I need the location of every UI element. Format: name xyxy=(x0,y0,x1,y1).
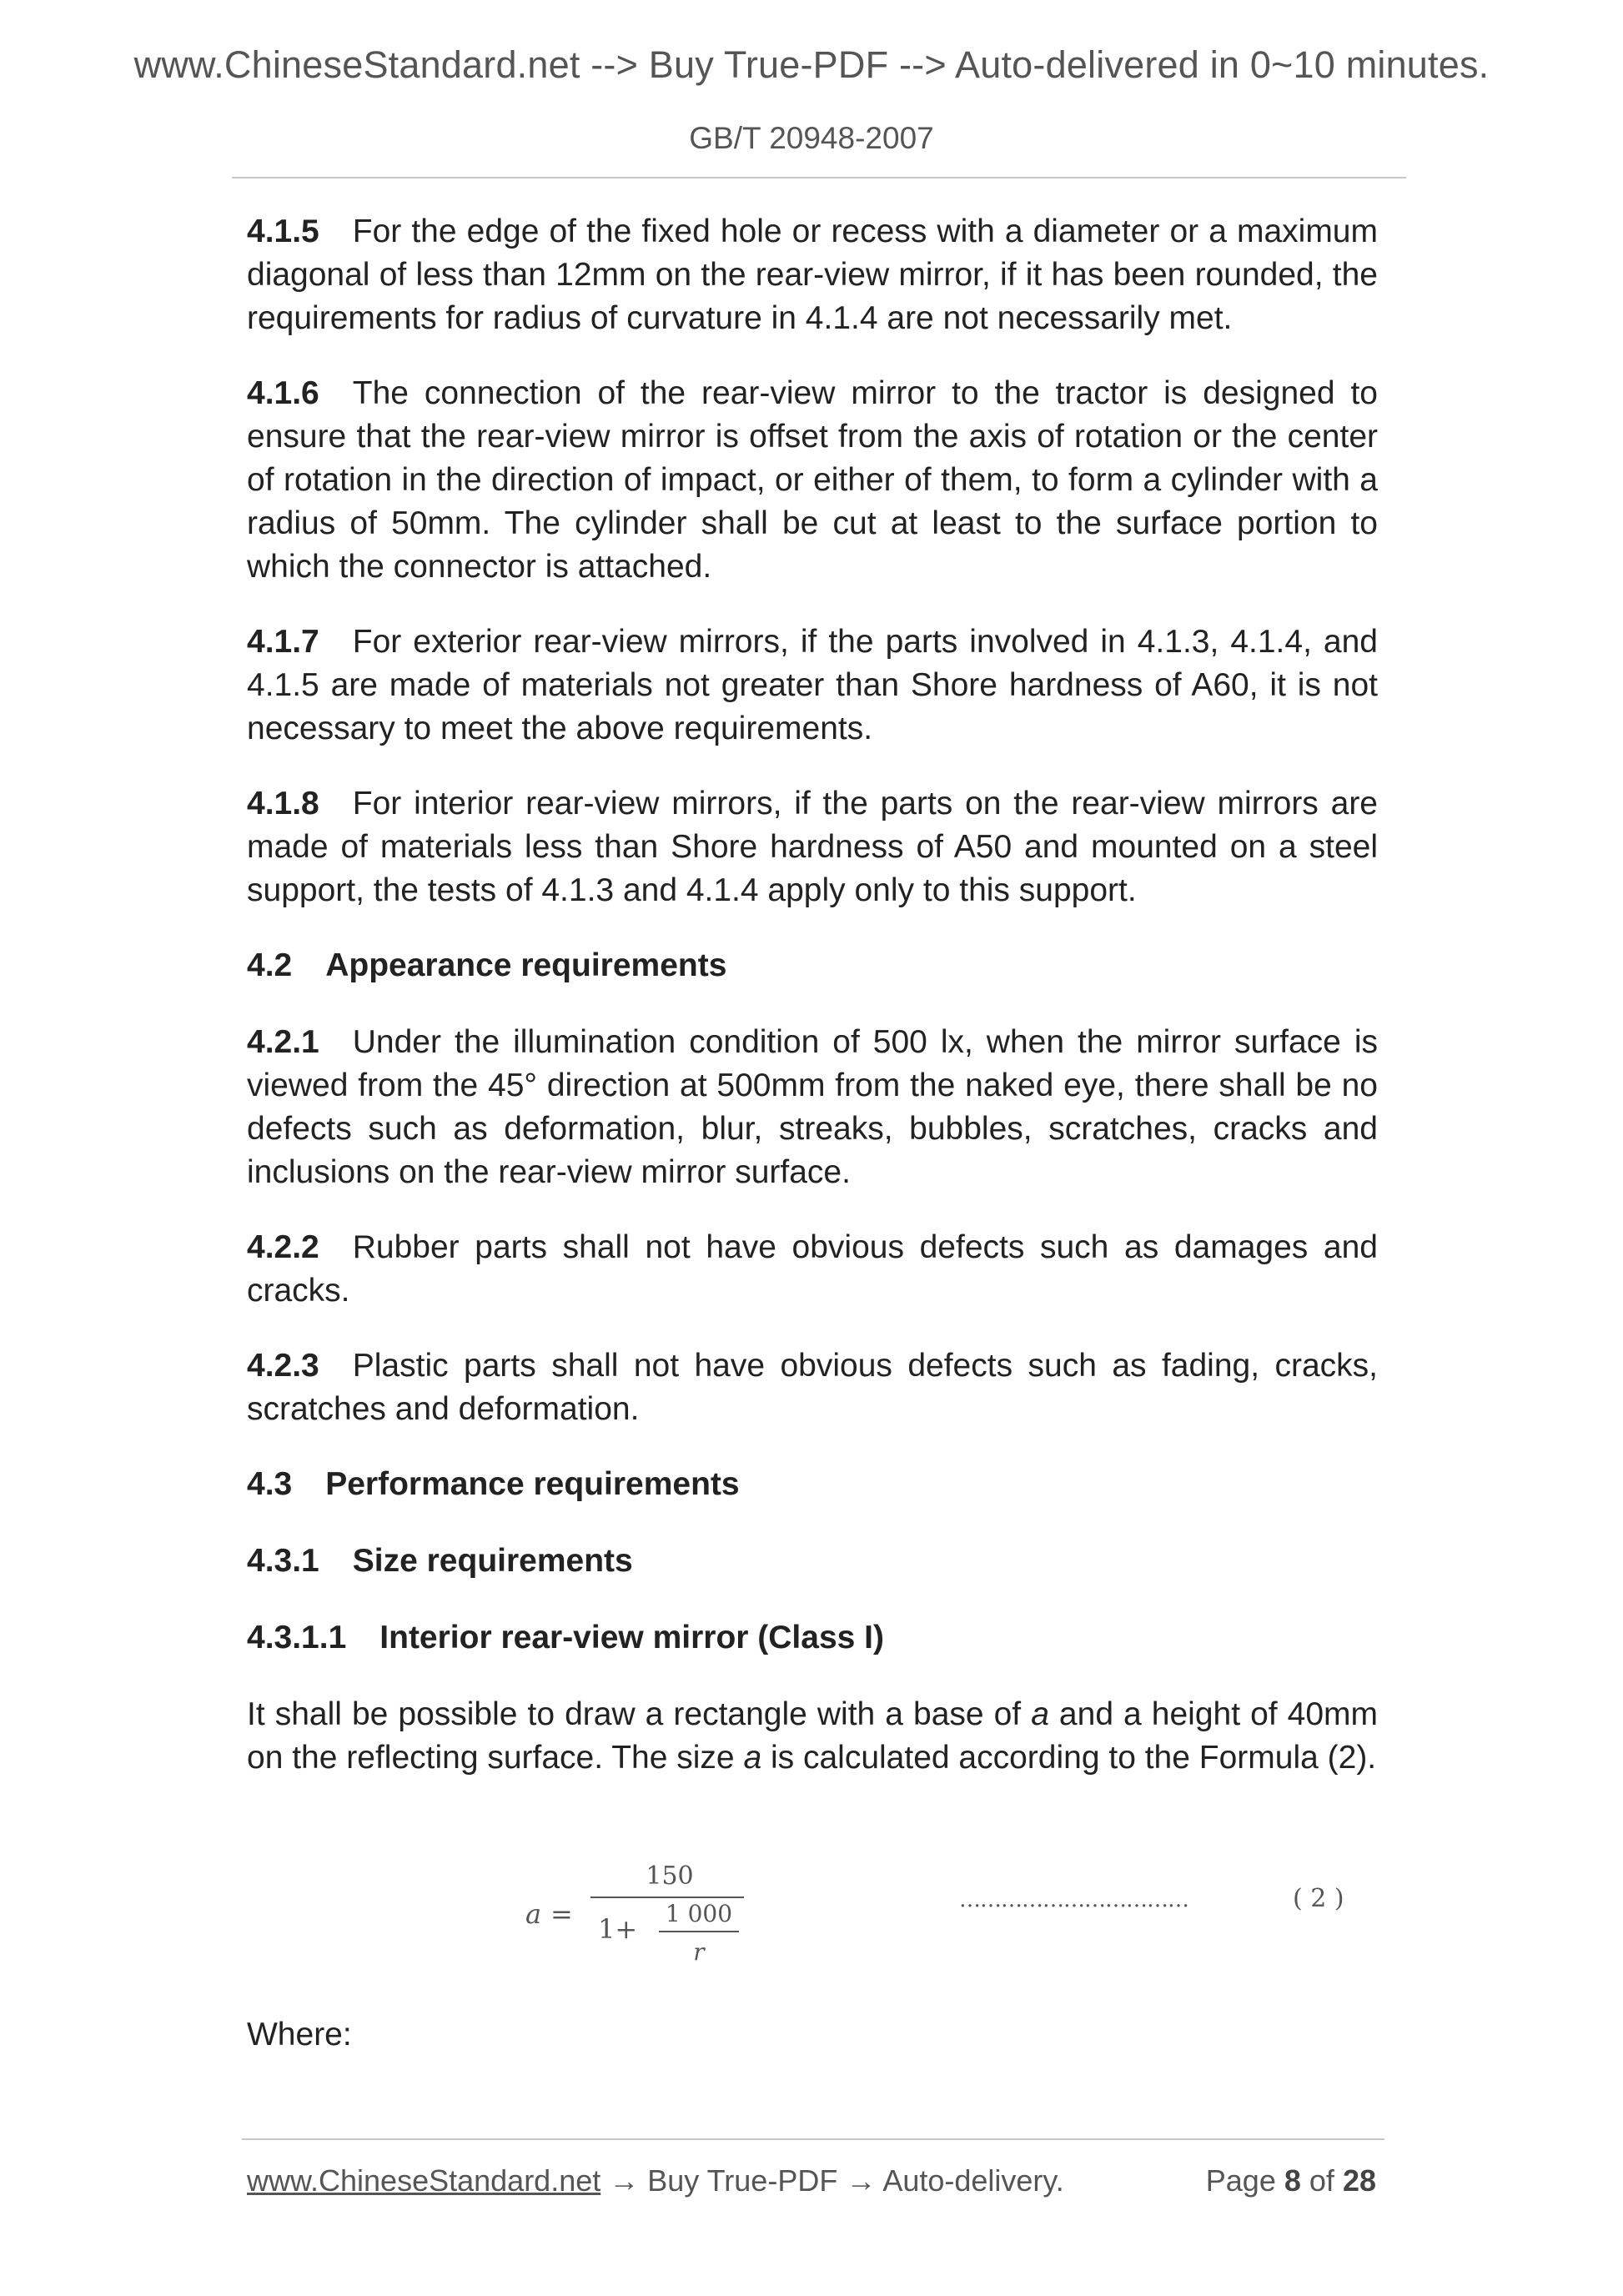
formula-number: ( 2 ) xyxy=(1293,1884,1344,1913)
heading-title: Interior rear-view mirror (Class I) xyxy=(379,1620,884,1655)
clause-4-1-8 xyxy=(247,782,1378,912)
heading-number: 4.2 xyxy=(247,947,293,983)
clause-number: 4.2.3 xyxy=(247,1348,319,1384)
clause-text: For the edge of the fixed hole or recess with a diameter or a maximum diagonal of less than 12mm on the rear-view mirror, if it has been rounded, the requirements for radius of curvature in 4.1.4 are not necessarily met. xyxy=(247,214,1378,336)
document-body xyxy=(247,210,1378,1811)
variable-a: a xyxy=(1031,1696,1049,1732)
page-indicator xyxy=(1206,2163,1376,2198)
clause-4-2-3 xyxy=(247,1344,1378,1431)
size-paragraph xyxy=(247,1693,1378,1780)
clause-text: Under the illumination condition of 500 lx, when the mirror surface is viewed from the 45° direction at 500mm from the naked eye, there shall be no defects such as deformation, blur, streaks, bubbles, scratches, cracks and inclusions on the rear-view mirror surface. xyxy=(247,1024,1378,1190)
size-text-3: is calculated according to the Formula (2). xyxy=(761,1740,1377,1776)
clause-4-1-5 xyxy=(247,210,1378,340)
formula-lhs: a xyxy=(525,1898,542,1930)
standard-code: GB/T 20948-2007 xyxy=(689,121,934,155)
heading-4-3 xyxy=(247,1463,1378,1506)
heading-4-2 xyxy=(247,944,1378,987)
clause-4-1-7 xyxy=(247,620,1378,751)
formula-inner-numerator: 1 000 xyxy=(665,1900,733,1927)
where-label: Where: xyxy=(247,2017,352,2052)
clause-4-2-2 xyxy=(247,1226,1378,1313)
formula-inner-denominator: r xyxy=(693,1938,705,1965)
heading-4-3-1-1 xyxy=(247,1616,1378,1660)
header-divider xyxy=(232,177,1406,178)
formula-equals: = xyxy=(550,1898,573,1930)
clause-number: 4.2.2 xyxy=(247,1229,319,1265)
site-banner: www.ChineseStandard.net --> Buy True-PDF --> Auto-delivered in 0~10 minutes. xyxy=(133,43,1490,86)
clause-number: 4.2.1 xyxy=(247,1024,319,1060)
clause-number: 4.1.7 xyxy=(247,624,319,660)
footer-text: → Buy True-PDF → Auto-delivery. xyxy=(600,2163,1064,2198)
heading-title: Appearance requirements xyxy=(325,947,727,983)
page-word: Page xyxy=(1205,2163,1276,2198)
clause-text: For interior rear-view mirrors, if the parts on the rear-view mirrors are made of materials less than Shore hardness of A50 and mounted on a steel support, the tests of 4.1.3 and 4.1.4 apply only to this support. xyxy=(247,786,1378,908)
heading-title: Performance requirements xyxy=(325,1466,740,1502)
footer-left xyxy=(247,2163,1064,2198)
page-total: 28 xyxy=(1342,2163,1376,2198)
formula-numerator: 150 xyxy=(646,1861,694,1891)
clause-text: For exterior rear-view mirrors, if the parts involved in 4.1.3, 4.1.4, and 4.1.5 are made of materials not greater than Shore hardness of A60, it is not necessary to meet the above requirements. xyxy=(247,624,1378,746)
clause-text: Rubber parts shall not have obvious defects such as damages and cracks. xyxy=(247,1229,1378,1309)
size-text-2: and a height of 40mm on the reflecting surface. The size xyxy=(247,1696,1379,1776)
footer-site-link[interactable]: www.ChineseStandard.net xyxy=(247,2163,601,2198)
heading-number: 4.3 xyxy=(247,1466,293,1502)
variable-a: a xyxy=(743,1740,762,1776)
page-number: 8 xyxy=(1284,2163,1301,2198)
formula-one-plus: 1+ xyxy=(598,1913,638,1945)
footer-divider xyxy=(242,2138,1384,2140)
size-text-1: It shall be possible to draw a rectangle with a base of xyxy=(247,1696,1032,1732)
heading-title: Size requirements xyxy=(352,1543,633,1579)
formula-2 xyxy=(517,1856,1401,1965)
heading-number: 4.3.1.1 xyxy=(247,1620,347,1655)
clause-number: 4.1.6 xyxy=(247,375,319,411)
heading-4-3-1 xyxy=(247,1540,1378,1583)
clause-4-2-1 xyxy=(247,1021,1378,1194)
clause-text: Plastic parts shall not have obvious defects such as fading, cracks, scratches and deformation. xyxy=(247,1348,1378,1427)
clause-text: The connection of the rear-view mirror to the tractor is designed to ensure that the rear-view mirror is offset from the axis of rotation or the center of rotation in the direction of impact, or either of them, to form a cylinder with a radius of 50mm. The cylinder shall be cut at least to the surface portion to which the connector is attached. xyxy=(247,375,1378,585)
clause-4-1-6 xyxy=(247,372,1378,589)
heading-number: 4.3.1 xyxy=(247,1543,319,1579)
of-word: of xyxy=(1309,2163,1334,2198)
clause-number: 4.1.5 xyxy=(247,214,319,249)
formula-leader-dots: …………………………… xyxy=(959,1887,1188,1912)
clause-number: 4.1.8 xyxy=(247,786,319,821)
